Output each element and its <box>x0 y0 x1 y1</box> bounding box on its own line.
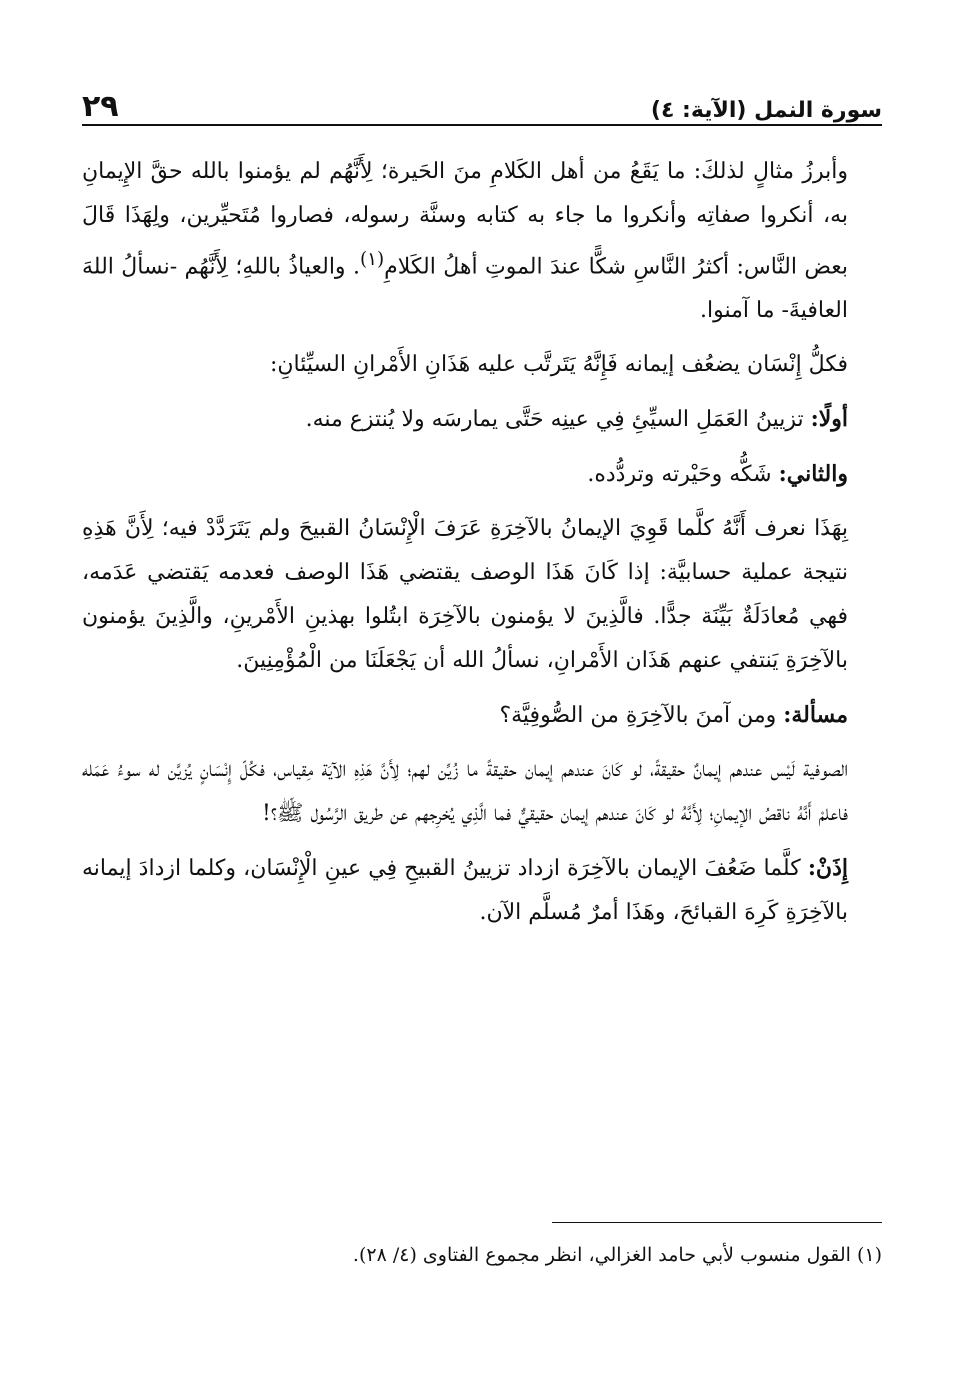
salawat-glyph: ﷺ <box>276 801 304 827</box>
label-question: مسألة: <box>783 702 848 729</box>
paragraph-4: والثاني: شَكُّه وحَيْرته وتردُّده. <box>587 461 848 488</box>
paragraph-1: وأبرزُ مثالٍ لذلكَ: ما يَقَعُ من أهل الكَلامِ منَ الحَيرة؛ لِأَنَّهُم لم يؤمنوا بالله حقَّ الإِيمانِ به، أنكروا صفاتِه وأنكروا ما جاء به كتابه وسنَّة رسوله، فصاروا مُتَحيِّرين، ولِهَذَا قَالَ بعض النَّاس: أكثرُ النَّاسِ شكًّا عندَ الموتِ أهلُ الكَلامِ$^{(١)}$. والعياذُ باللهِ؛ لِأَنَّهُم -نسألُ اللهَ العافيةَ- ما آمنوا. <box>82 159 849 324</box>
footnote: (١) القول منسوب لأبي حامد الغزالي، انظر مجموع الفتاوى (٤/ ٢٨). <box>352 1244 882 1266</box>
paragraph-2: فكلُّ إِنْسَان يضعُف إيمانه فَإِنَّهُ يَتَرتَّب عليه هَذَانِ الأَمْرانِ السيِّئانِ: <box>269 352 848 378</box>
body-text <box>82 150 882 945</box>
running-title: سورة النمل (الآية: ٤) <box>650 98 882 123</box>
paragraph-5: بِهَذَا نعرف أَنَّهُ كلَّما قَوِيَ الإيمانُ بالآخِرَةِ عَرَفَ الْإِنْسَانُ القبيحَ ولم يَتَرَدَّدْ فيه؛ لِأَنَّ هَذِهِ نتيجة عملية حسابيَّة: إذا كَانَ هَذَا الوصف يقتضي هَذَا الوصف فعدمه يَقتضي عَدَمه، فهي مُعادَلَةٌ بَيِّنَة جدًّا. فالَّذِينَ لا يؤمنون بالآخِرَة ابتُلوا بهذينِ الأَمْرينِ، والَّذِينَ يؤمنون بالآخِرَةِ يَنتفي عنهم هَذَان الأَمْرانِ، نسألُ الله أن يَجْعَلَنَا من الْمُؤْمِنِينَ. <box>82 516 848 674</box>
page-number: ٢٩ <box>82 89 119 124</box>
label-first: أولًا: <box>810 406 848 433</box>
paragraph-6: مسألة: ومن آمنَ بالآخِرَةِ من الصُّوفِيَّة؟ <box>499 702 848 729</box>
page-header <box>82 86 882 122</box>
paragraph-7: الصوفية لَيْس عندهم إيمانٌ حقيقةً، لو كَانَ عندهم إيمان حقيقةً ما زُيِّن لهم؛ لِأَنَّ هَذِهِ الآيَة مِقياس، فكُلّ إِنْسَانٍ يُزيَّن له سوءُ عَمَله فاعلمْ أَنَّهُ ناقصُ الإيمانِ؛ لِأَنَّهُ لو كَانَ عندهم إيمان حقيقيٌّ فما الَّذِي يُخرِجهم عن طريق الرَّسُول ﷺ؟! <box>82 757 848 827</box>
header-rule <box>82 124 882 126</box>
label-then: إِذَنْ: <box>807 855 848 882</box>
footnote-marker: (١) <box>359 249 385 270</box>
label-second: والثاني: <box>778 461 848 488</box>
paragraph-8: إِذَنْ: كلَّما ضَعُفَ الإيمان بالآخِرَة ازداد تزيينُ القبيحِ فِي عينِ الْإِنْسَان، وكلما ازدادَ إيمانه بالآخِرَةِ كَرِهَ القبائحَ، وهَذَا أمرٌ مُسلَّم الآن. <box>82 855 848 926</box>
paragraph-3: أولًا: تزيينُ العَمَلِ السيِّئِ فِي عينِه حَتَّى يمارسَه ولا يُنتزع منه. <box>305 406 848 433</box>
footnote-rule <box>552 1222 882 1223</box>
